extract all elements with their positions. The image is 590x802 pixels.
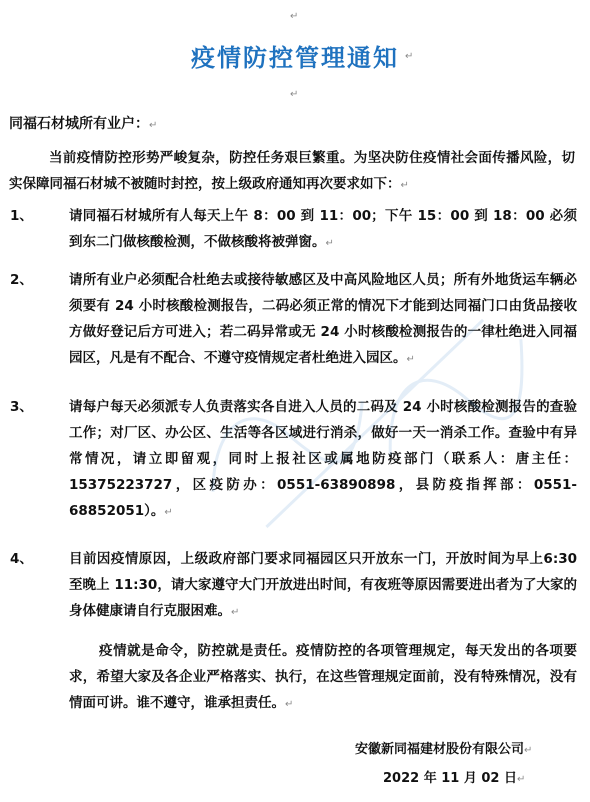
- paragraph-mark: ↵: [285, 699, 294, 710]
- paragraph-mark: ↵: [290, 89, 299, 100]
- paragraph-mark: ↵: [290, 11, 299, 22]
- signature-company: [355, 738, 532, 757]
- item-2-text: 请所有业户必须配合杜绝去或接待敏感区及中高风险地区人员；所有外地货运车辆必须要有 24 小时核酸检测报告，二码必须正常的情况下才能到达同福门口由货品接收方做好登记后方可进入；若二码异常或无 24 小时核酸检测报告的一律杜绝进入同福园区，凡是有不配合、不遵守疫情规定者杜绝进入园区。: [69, 272, 577, 366]
- closing-paragraph: [69, 638, 577, 718]
- item-text: [69, 203, 577, 257]
- signature-date: [383, 767, 525, 786]
- item-number: 1、: [10, 208, 33, 224]
- page-title: 疫情防控管理通知: [191, 44, 399, 72]
- item-number: 4、: [10, 551, 33, 567]
- stamp-stroke: [369, 339, 543, 456]
- paragraph-mark: ↵: [405, 51, 414, 62]
- stamp-stroke: [195, 384, 378, 502]
- item-number: 3、: [10, 399, 33, 415]
- greeting-text: 同福石材城所有业户：: [9, 116, 149, 132]
- paragraph-mark: ↵: [231, 607, 240, 618]
- item-number: 2、: [10, 272, 33, 288]
- paragraph-mark: ↵: [517, 774, 526, 785]
- company-name: 安徽新同福建材股份有限公司: [355, 742, 525, 757]
- paragraph-mark: ↵: [325, 238, 334, 249]
- closing-text: 疫情就是命令，防控就是责任。疫情防控的各项管理规定，每天发出的各项要求，希望大家及各企业严格落实、执行，在这些管理规定面前，没有特殊情况，没有情面可讲。谁不遵守，谁承担责任。: [69, 643, 577, 711]
- greeting: [9, 113, 157, 133]
- intro-text: 当前疫情防控形势严峻复杂，防控任务艰巨繁重。为坚决防住疫情社会面传播风险，切实保障同福石材城不被随时封控，按上级政府通知再次要求如下：: [9, 150, 575, 192]
- item-4-text: 目前因疫情原因，上级政府部门要求同福园区只开放东一门，开放时间为早上6:30 至晚上 11:30，请大家遵守大门开放进出时间，有夜班等原因需要进出者为了大家的身体健康请自行克服困难。: [69, 551, 577, 619]
- date-text: 2022 年 11 月 02 日: [383, 771, 517, 786]
- paragraph-mark: ↵: [524, 745, 533, 756]
- paragraph-mark: ↵: [164, 507, 173, 518]
- item-3-text: 请每户每天必须派专人负责落实各自进入人员的二码及 24 小时核酸检测报告的查验工作；对厂区、办公区、生活等各区域进行消杀，做好一天一消杀工作。查验中有异常情况，请立即留观，同时上报社区或属地防疫部门（联系人：唐主任：15375223727，区疫防办：0551-63890898，县防疫指挥部：0551-68852051）。: [69, 399, 577, 519]
- item-text: [69, 546, 577, 626]
- paragraph-mark: ↵: [400, 180, 409, 191]
- paragraph-mark: ↵: [406, 354, 415, 365]
- intro-paragraph: [9, 145, 575, 199]
- paragraph-mark: ↵: [149, 120, 158, 131]
- item-1-text: 请同福石材城所有人每天上午 8：00 到 11：00；下午 15：00 到 18：00 必须到东二门做核酸检测，不做核酸将被弹窗。: [69, 208, 577, 250]
